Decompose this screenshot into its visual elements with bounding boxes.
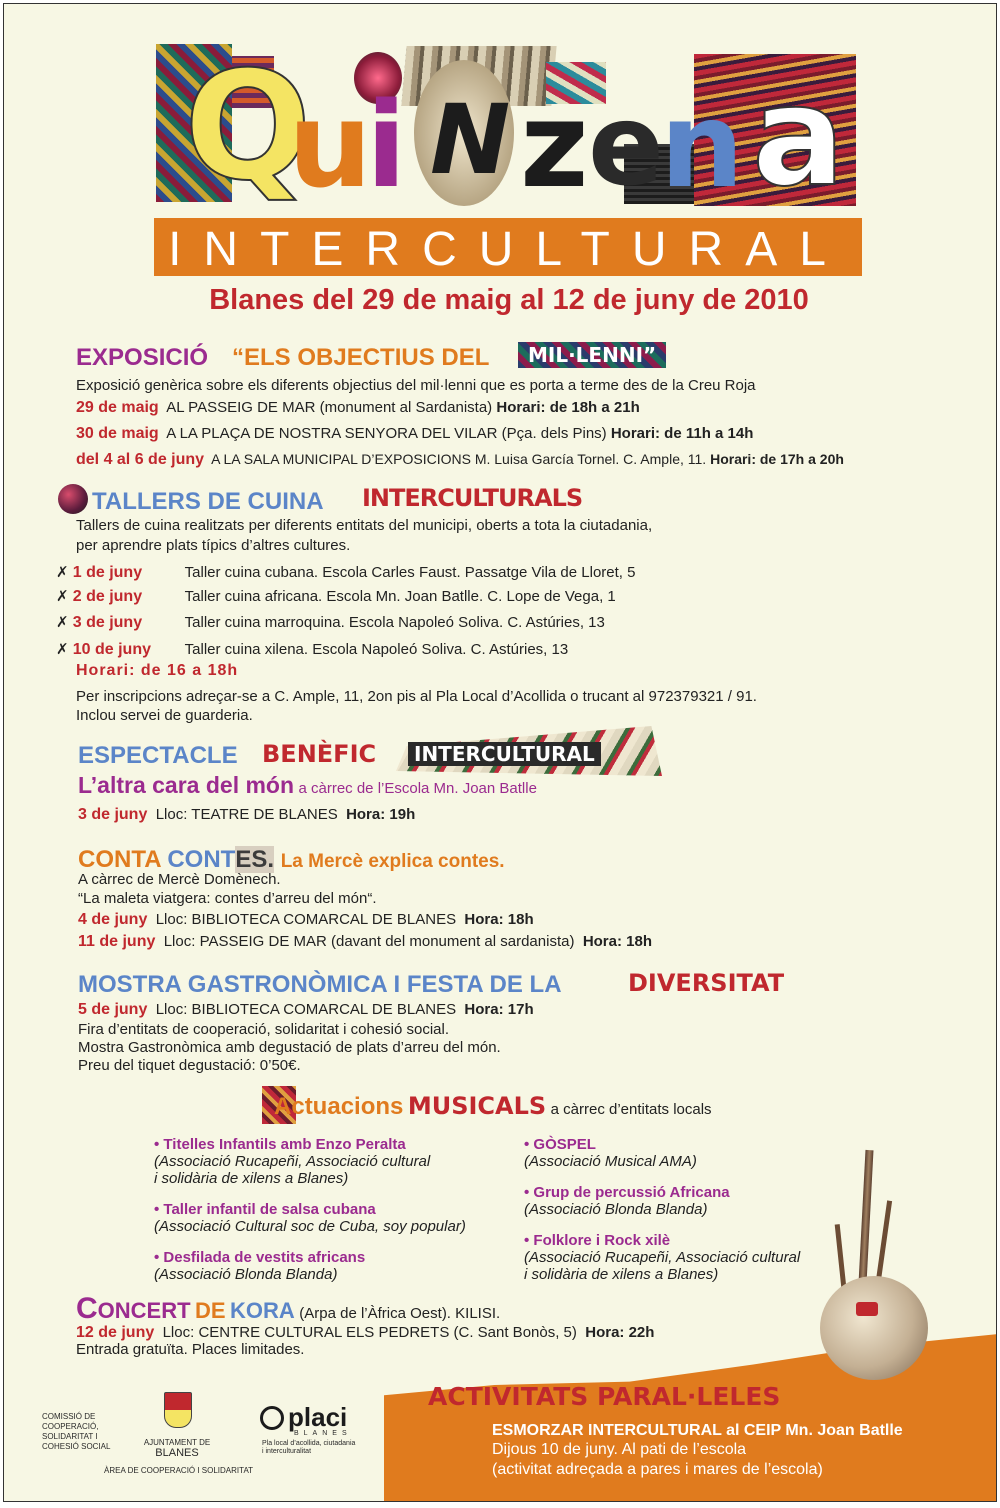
- contes-date: 4 de juny: [78, 911, 148, 928]
- intercultural-tag: INTERCULTURAL: [408, 742, 601, 766]
- music-item: [154, 1201, 466, 1235]
- title-letter-n2: n: [660, 76, 745, 214]
- music-item-title: • Grup de percussió Africana: [524, 1184, 730, 1201]
- music-item-sub: (Associació Cultural soc de Cuba, soy popular): [154, 1218, 466, 1235]
- mostra-date: 5 de juny: [78, 1001, 148, 1018]
- mostra-place: Lloc: BIBLIOTECA COMARCAL DE BLANES: [155, 1001, 457, 1018]
- actuacions-by: a càrrec d’entitats locals: [550, 1101, 712, 1118]
- music-item: [154, 1136, 466, 1187]
- title-letter-u: u: [288, 76, 373, 214]
- show-by: a càrrec de l’Escola Mn. Joan Batlle: [298, 780, 537, 797]
- exposicio-heading-a: EXPOSICIÓ: [76, 344, 209, 371]
- exposicio-description: Exposició genèrica sobre els diferents objectius del mil·lenni que es porta a terme des de la Creu Roja: [76, 377, 756, 394]
- bullet-star-icon: ✗: [56, 564, 69, 581]
- concert-hour: Hora: 22h: [585, 1324, 655, 1341]
- taller-text: Taller cuina cubana. Escola Carles Faust. Passatge Vila de Lloret, 5: [184, 564, 636, 581]
- contes-row: [78, 911, 534, 929]
- cont-word: CONT: [167, 846, 236, 873]
- actuacions-a: A: [274, 1093, 292, 1120]
- music-list-right: [524, 1136, 800, 1283]
- conta-word: CONTA: [78, 846, 161, 873]
- paraleles-line-2: (activitat adreçada a pares i mares de l’escola): [492, 1461, 823, 1478]
- placi-desc: [262, 1440, 355, 1456]
- espectacle-heading: ESPECTACLE: [78, 742, 238, 769]
- comissio-line: SOLIDARITAT I: [42, 1432, 98, 1441]
- title-letter-e: e: [588, 81, 664, 211]
- taller-date: 10 de juny: [72, 641, 151, 658]
- taller-date: 1 de juny: [72, 564, 143, 581]
- mostra-row: [78, 1001, 534, 1019]
- taller-date: 2 de juny: [72, 588, 143, 605]
- title-letter-a: a: [752, 56, 846, 217]
- contes-row: [78, 933, 652, 951]
- musicals-tag: MUSICALS: [407, 1092, 547, 1120]
- contes-quote: “La maleta viatgera: contes d’arreu del món“.: [78, 890, 377, 907]
- tallers-hours: Horari: de 16 a 18h: [76, 662, 239, 679]
- concert-c: C: [76, 1292, 98, 1325]
- contes-subtitle: La Mercè explica contes.: [280, 851, 505, 872]
- music-list-left: [154, 1136, 466, 1283]
- contes-date: 11 de juny: [78, 933, 156, 950]
- exposicio-place: AL PASSEIG DE MAR (monument al Sardanista): [166, 399, 493, 416]
- paraleles-line-1: Dijous 10 de juny. Al pati de l’escola: [492, 1441, 747, 1458]
- concert-place: Lloc: CENTRE CULTURAL ELS PEDRETS (C. Sant Bonòs, 5): [162, 1324, 577, 1341]
- actuacions-word: ctuacions: [291, 1093, 404, 1120]
- taller-item: [56, 563, 635, 582]
- tallers-emblem-icon: [58, 484, 88, 514]
- bullet-star-icon: ✗: [56, 641, 69, 658]
- title-letter-i: i: [366, 76, 407, 214]
- concert-desc: (Arpa de l’Àfrica Oest). KILISI.: [299, 1305, 501, 1322]
- music-item-sub: i solidària de xilens a Blanes): [524, 1266, 719, 1283]
- blanes-crest-icon: [164, 1392, 192, 1428]
- music-item: [524, 1184, 800, 1218]
- poster: [3, 3, 997, 1502]
- conta-contes-heading: [78, 846, 505, 874]
- actuacions-heading: [274, 1092, 712, 1121]
- ajuntament-logo: [132, 1438, 222, 1458]
- exposicio-date: del 4 al 6 de juny: [76, 451, 205, 468]
- contes-hour: Hora: 18h: [464, 911, 534, 928]
- placi-logo-text: placi: [288, 1402, 348, 1432]
- comissio-line: COHESIÓ SOCIAL: [42, 1442, 111, 1451]
- bullet-star-icon: ✗: [56, 588, 69, 605]
- contes-hour: Hora: 18h: [582, 933, 652, 950]
- music-item-title: • GÒSPEL: [524, 1136, 596, 1153]
- placi-desc-2: i interculturalitat: [262, 1448, 312, 1455]
- exposicio-date: 30 de maig: [76, 425, 159, 442]
- paraleles-title: ESMORZAR INTERCULTURAL al CEIP Mn. Joan Batlle: [492, 1422, 903, 1439]
- exposicio-row-1: [76, 399, 640, 417]
- interculturals-tag: INTERCULTURALS: [362, 484, 583, 512]
- title-letter-z: z: [520, 76, 589, 214]
- bullet-star-icon: ✗: [56, 614, 69, 631]
- taller-item: [56, 640, 568, 659]
- taller-text: Taller cuina xilena. Escola Napoleó Soliva. C. Astúries, 13: [184, 641, 569, 658]
- exposicio-hours: Horari: de 11h a 14h: [610, 425, 754, 442]
- tallers-heading: TALLERS DE CUINA: [92, 488, 324, 515]
- taller-text: Taller cuina africana. Escola Mn. Joan Batlle. C. Lope de Vega, 1: [184, 588, 616, 605]
- kora-gourd-icon: [820, 1276, 928, 1380]
- ajuntament-line-1: AJUNTAMENT DE: [143, 1438, 211, 1447]
- music-item-sub: i solidària de xilens a Blanes): [154, 1170, 349, 1187]
- comissio-line: COOPERACIÓ,: [42, 1422, 99, 1431]
- placi-logo-icon: [260, 1406, 284, 1430]
- ajuntament-line-2: BLANES: [155, 1447, 199, 1459]
- taller-text: Taller cuina marroquina. Escola Napoleó Soliva. C. Astúries, 13: [184, 614, 605, 631]
- exposicio-place: A LA PLAÇA DE NOSTRA SENYORA DEL VILAR (Pça. dels Pins): [166, 425, 607, 442]
- mostra-line-2: Mostra Gastronòmica amb degustació de plats d’arreu del món.: [78, 1039, 501, 1056]
- tallers-note-1: Per inscripcions adreçar-se a C. Ample, 11, 2on pis al Pla Local d’Acollida o trucant al 972379321 / 91.: [76, 688, 757, 705]
- music-item-title: • Folklore i Rock xilè: [524, 1232, 671, 1249]
- music-item-sub: (Associació Musical AMA): [524, 1153, 697, 1170]
- exposicio-date: 29 de maig: [76, 399, 159, 416]
- music-item-sub: (Associació Blonda Blanda): [524, 1201, 708, 1218]
- title-letter-n: N: [430, 84, 511, 196]
- concert-row: [76, 1324, 654, 1342]
- music-item-title: • Desfilada de vestits africans: [154, 1249, 366, 1266]
- espectacle-place: Lloc: TEATRE DE BLANES: [155, 806, 338, 823]
- exposicio-hours: Horari: de 17h a 20h: [710, 451, 844, 467]
- tallers-description-1: Tallers de cuina realitzats per diferents entitats del municipi, oberts a tota la ciutadania,: [76, 517, 653, 534]
- music-item: [524, 1232, 800, 1283]
- music-item-title: • Taller infantil de salsa cubana: [154, 1201, 376, 1218]
- tallers-description-2: per aprendre plats típics d’altres cultures.: [76, 537, 351, 554]
- date-range-subtitle: Blanes del 29 de maig al 12 de juny de 2010: [209, 284, 809, 316]
- espectacle-hour: Hora: 19h: [346, 806, 416, 823]
- taller-item: [56, 613, 605, 632]
- concert-heading: [76, 1292, 500, 1326]
- taller-date: 3 de juny: [72, 614, 143, 631]
- espectacle-row: [78, 806, 415, 824]
- title-letter-q: Q: [184, 40, 312, 214]
- espectacle-show-line: [78, 772, 537, 799]
- diversitat-tag: DIVERSITAT: [628, 969, 785, 997]
- taller-item: [56, 587, 616, 606]
- placi-desc-1: Pla local d’acollida, ciutadania: [262, 1440, 356, 1447]
- tallers-note-2: Inclou servei de guarderia.: [76, 707, 253, 724]
- music-item: [524, 1136, 800, 1170]
- intercultural-band: [154, 218, 862, 276]
- paraleles-heading: ACTIVITATS PARAL·LELES: [428, 1382, 781, 1411]
- concert-note: Entrada gratuïta. Places limitades.: [76, 1341, 305, 1358]
- mil-lenni-tag: MIL·LENNI”: [518, 342, 666, 368]
- placi-sub: BLANES: [294, 1430, 352, 1437]
- music-item-sub: (Associació Rucapeñi, Associació cultural: [524, 1249, 801, 1266]
- mostra-line-3: Preu del tiquet degustació: 0’50€.: [78, 1057, 301, 1074]
- comissio-logo: [42, 1412, 110, 1452]
- music-item: [154, 1249, 466, 1283]
- contes-place: Lloc: BIBLIOTECA COMARCAL DE BLANES: [155, 911, 457, 928]
- contes-by: A càrrec de Mercè Domènech.: [78, 871, 281, 888]
- exposicio-heading-b: “ELS OBJECTIUS DEL: [232, 344, 490, 371]
- mostra-heading: MOSTRA GASTRONÒMICA I FESTA DE LA: [78, 971, 562, 998]
- exposicio-place: A LA SALA MUNICIPAL D’EXPOSICIONS M. Luisa García Tornel. C. Ample, 11.: [211, 451, 707, 467]
- concert-kora: KORA: [230, 1298, 295, 1323]
- music-item-sub: (Associació Blonda Blanda): [154, 1266, 338, 1283]
- intercultural-band-text: INTERCULTURAL: [168, 223, 848, 276]
- concert-date: 12 de juny: [76, 1324, 155, 1341]
- concert-oncert: ONCERT: [97, 1298, 191, 1323]
- music-item-sub: (Associació Rucapeñi, Associació cultural: [154, 1153, 431, 1170]
- exposicio-row-2: [76, 425, 753, 443]
- contes-place: Lloc: PASSEIG DE MAR (davant del monument al sardanista): [163, 933, 575, 950]
- concert-de: DE: [195, 1298, 226, 1323]
- mostra-hour: Hora: 17h: [464, 1001, 534, 1018]
- music-item-title: • Titelles Infantils amb Enzo Peralta: [154, 1136, 406, 1153]
- comissio-line: COMISSIÓ DE: [42, 1412, 96, 1421]
- benefic-tag: BENÈFIC: [262, 740, 377, 768]
- mostra-line-1: Fira d’entitats de cooperació, solidaritat i cohesió social.: [78, 1021, 450, 1038]
- exposicio-row-3: [76, 451, 844, 469]
- show-title: L’altra cara del món: [78, 772, 295, 798]
- kora-bridge-icon: [856, 1302, 878, 1316]
- exposicio-hours: Horari: de 18h a 21h: [496, 399, 640, 416]
- area-label: ÀREA DE COOPERACIÓ I SOLIDARITAT: [104, 1466, 254, 1475]
- es-word: ES.: [235, 846, 275, 873]
- espectacle-date: 3 de juny: [78, 806, 148, 823]
